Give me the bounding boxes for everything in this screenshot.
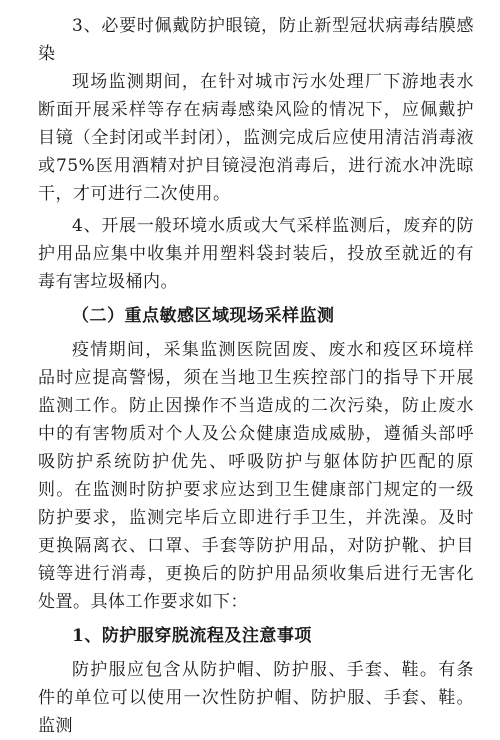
item-3-body: 现场监测期间，在针对城市污水处理厂下游地表水断面开展采样等存在病毒感染风险的情况下，应佩戴护目镜（全封闭或半封闭），监测完成后应使用清洁消毒液或75%医用酒精对护目镜浸泡消毒后，进行流水冲洗晾干，才可进行二次使用。 bbox=[38, 72, 474, 204]
subsection-1-heading: 1、防护服穿脱流程及注意事项 bbox=[72, 626, 312, 646]
item-4: 4、开展一般环境水质或大气采样监测后，废弃的防护用品应集中收集并用塑料袋封装后，投放至就近的有毒有害垃圾桶内。 bbox=[38, 216, 474, 292]
subsection-1-body: 防护服应包含从防护帽、防护服、手套、鞋。有条件的单位可以使用一次性防护帽、防护服、手套、鞋。监测 bbox=[38, 660, 474, 736]
section-2-body: 疫情期间，采集监测医院固废、废水和疫区环境样品时应提高警惕，须在当地卫生疾控部门的指导下开展监测工作。防止因操作不当造成的二次污染，防止废水中的有害物质对个人及公众健康造成威胁，遵循头部呼吸防护系统防护优先、呼吸防护与躯体防护匹配的原则。在监测时防护要求应达到卫生健康部门规定的一级防护要求，监测完毕后立即进行手卫生，并洗澡。及时更换隔离衣、口罩、手套等防护用品，对防护靴、护目镜等进行消毒，更换后的防护用品须收集后进行无害化处置。具体工作要求如下： bbox=[38, 340, 474, 612]
section-2-heading: （二）重点敏感区域现场采样监测 bbox=[72, 306, 335, 326]
item-3-title: 3、必要时佩戴防护眼镜，防止新型冠状病毒结膜感染 bbox=[38, 16, 474, 64]
